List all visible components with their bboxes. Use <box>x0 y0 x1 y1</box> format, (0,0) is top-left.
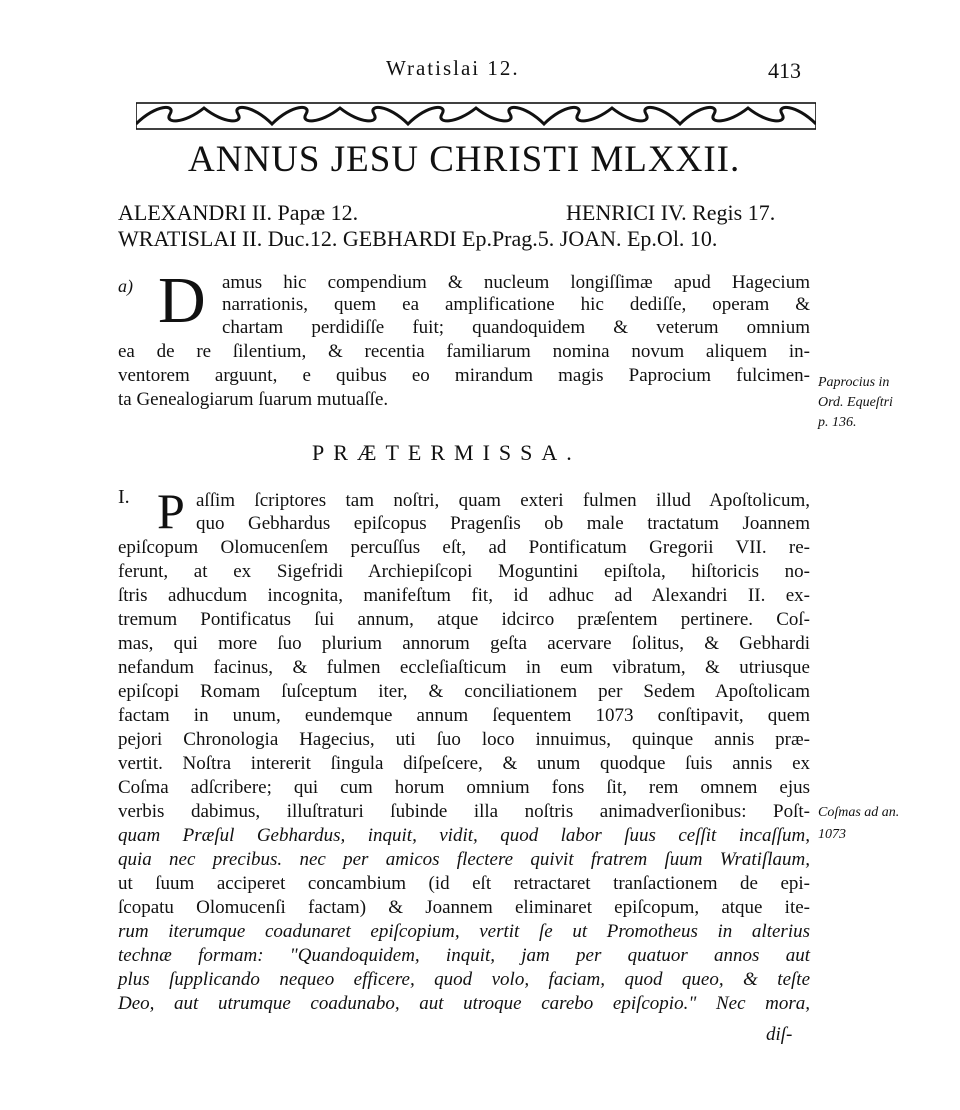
footnote-marker: a) <box>118 276 133 296</box>
text-line: plus ſupplicando nequeo efficere, quod volo, faciam, quod queo, & teſte <box>118 969 810 990</box>
text-line: quam Præſul Gebhardus, inquit, vidit, quod labor ſuus ceſſit incaſſum, <box>118 825 810 846</box>
page-number: 413 <box>768 58 801 83</box>
reign-line-1-right: HENRICI IV. Regis 17. <box>566 200 776 225</box>
reign-line-2: WRATISLAI II. Duc.12. GEBHARDI Ep.Prag.5. JOAN. Ep.Ol. 10. <box>118 226 718 251</box>
margin-note-line: Paprocius in <box>818 375 890 390</box>
text-line: rum iterumque coadunaret epiſcopium, vertit ſe ut Promotheus in alterius <box>118 921 810 942</box>
text-line: technæ formam: "Quandoquidem, inquit, jam per quatuor annos aut <box>118 945 810 966</box>
text-line: nefandum facinus, & fulmen eccleſiaſticum in eum vibratum, & utriusque <box>118 657 810 678</box>
text-line: ſtris adhucdum incognita, manifeſtum fit, id adhuc ad Alexandri II. ex- <box>118 585 810 606</box>
text-line: ventorem arguunt, e quibus eo mirandum magis Paprocium fulcimen- <box>118 365 810 386</box>
text-line: aſſim ſcriptores tam noſtri, quam exteri fulmen illud Apoſtolicum, <box>196 490 810 511</box>
margin-note-line: Coſmas ad an. <box>818 805 900 820</box>
text-line: ſcopatu Olomucenſi factam) & Joannem eliminaret epiſcopum, atque ite- <box>118 897 810 918</box>
text-line: factam in unum, eundemque annum ſequentem 1073 conſtipavit, quem <box>118 705 810 726</box>
text-line: Coſma adſcribere; qui cum horum omnium fons ſit, rem omnem ejus <box>118 777 810 798</box>
text-line: pejori Chronologia Hagecius, uti ſuo loco innuimus, quinque annis præ- <box>118 729 810 750</box>
text-line: Deo, aut utrumque coadunabo, aut utroque carebo epiſcopio." Nec mora, <box>118 993 810 1014</box>
section-number: I. <box>118 486 130 508</box>
text-line: verbis dabimus, illuſtraturi ſubinde illa noſtris animadverſionibus: Poſt- <box>118 801 810 822</box>
dropcap-p: P <box>157 483 185 539</box>
decorative-ornament-band <box>136 100 816 132</box>
section-title: PRÆTERMISSA. <box>312 440 581 465</box>
text-line: chartam perdidiſſe fuit; quandoquidem & veterum omnium <box>222 317 810 338</box>
text-line: epiſcopi Romam ſuſceptum iter, & conciliationem per Sedem Apoſtolicam <box>118 681 810 702</box>
text-line: ut ſuum acciperet concambium (id eſt retractaret tranſactionem de epi- <box>118 873 810 894</box>
text-line: ferunt, at ex Sigefridi Archiepiſcopi Moguntini epiſtola, hiſtoricis no- <box>118 561 810 582</box>
text-line: epiſcopum Olomucenſem percuſſus eſt, ad Pontificatum Gregorii VII. re- <box>118 537 810 558</box>
text-line: quia nec precibus. nec per amicos flectere quivit fratrem ſuum Wratiſlaum, <box>118 849 810 870</box>
text-line: mas, qui more ſuo plurium annorum geſta acervare ſolitus, & Gebhardi <box>118 633 810 654</box>
text-line: ea de re ſilentium, & recentia familiarum nomina novum aliquem in- <box>118 341 810 362</box>
text-line: vertit. Noſtra intererit ſingula diſpeſcere, & unum quodque ſuis annis ex <box>118 753 810 774</box>
catchword: diſ- <box>766 1024 793 1045</box>
text-line: tremum Pontificatus ſui annum, atque idcirco præſentem pertinere. Coſ- <box>118 609 810 630</box>
margin-note-line: p. 136. <box>818 415 857 430</box>
year-title: ANNUS JESU CHRISTI MLXXII. <box>188 139 741 180</box>
text-line: quo Gebhardus epiſcopus Pragenſis ob male tractatum Joannem <box>196 513 810 534</box>
reign-line-1-left: ALEXANDRI II. Papæ 12. <box>118 200 359 225</box>
text-line: amus hic compendium & nucleum longiſſimæ apud Hagecium <box>222 272 810 293</box>
text-line: ta Genealogiarum ſuarum mutuaſſe. <box>118 389 389 410</box>
running-head: Wratislai 12. <box>386 56 520 80</box>
margin-note-line: Ord. Equeſtri <box>818 395 893 410</box>
text-line: narrationis, quem ea amplificatione hic dediſſe, operam & <box>222 294 810 315</box>
margin-note-line: 1073 <box>818 827 846 842</box>
dropcap-d: D <box>158 264 206 337</box>
